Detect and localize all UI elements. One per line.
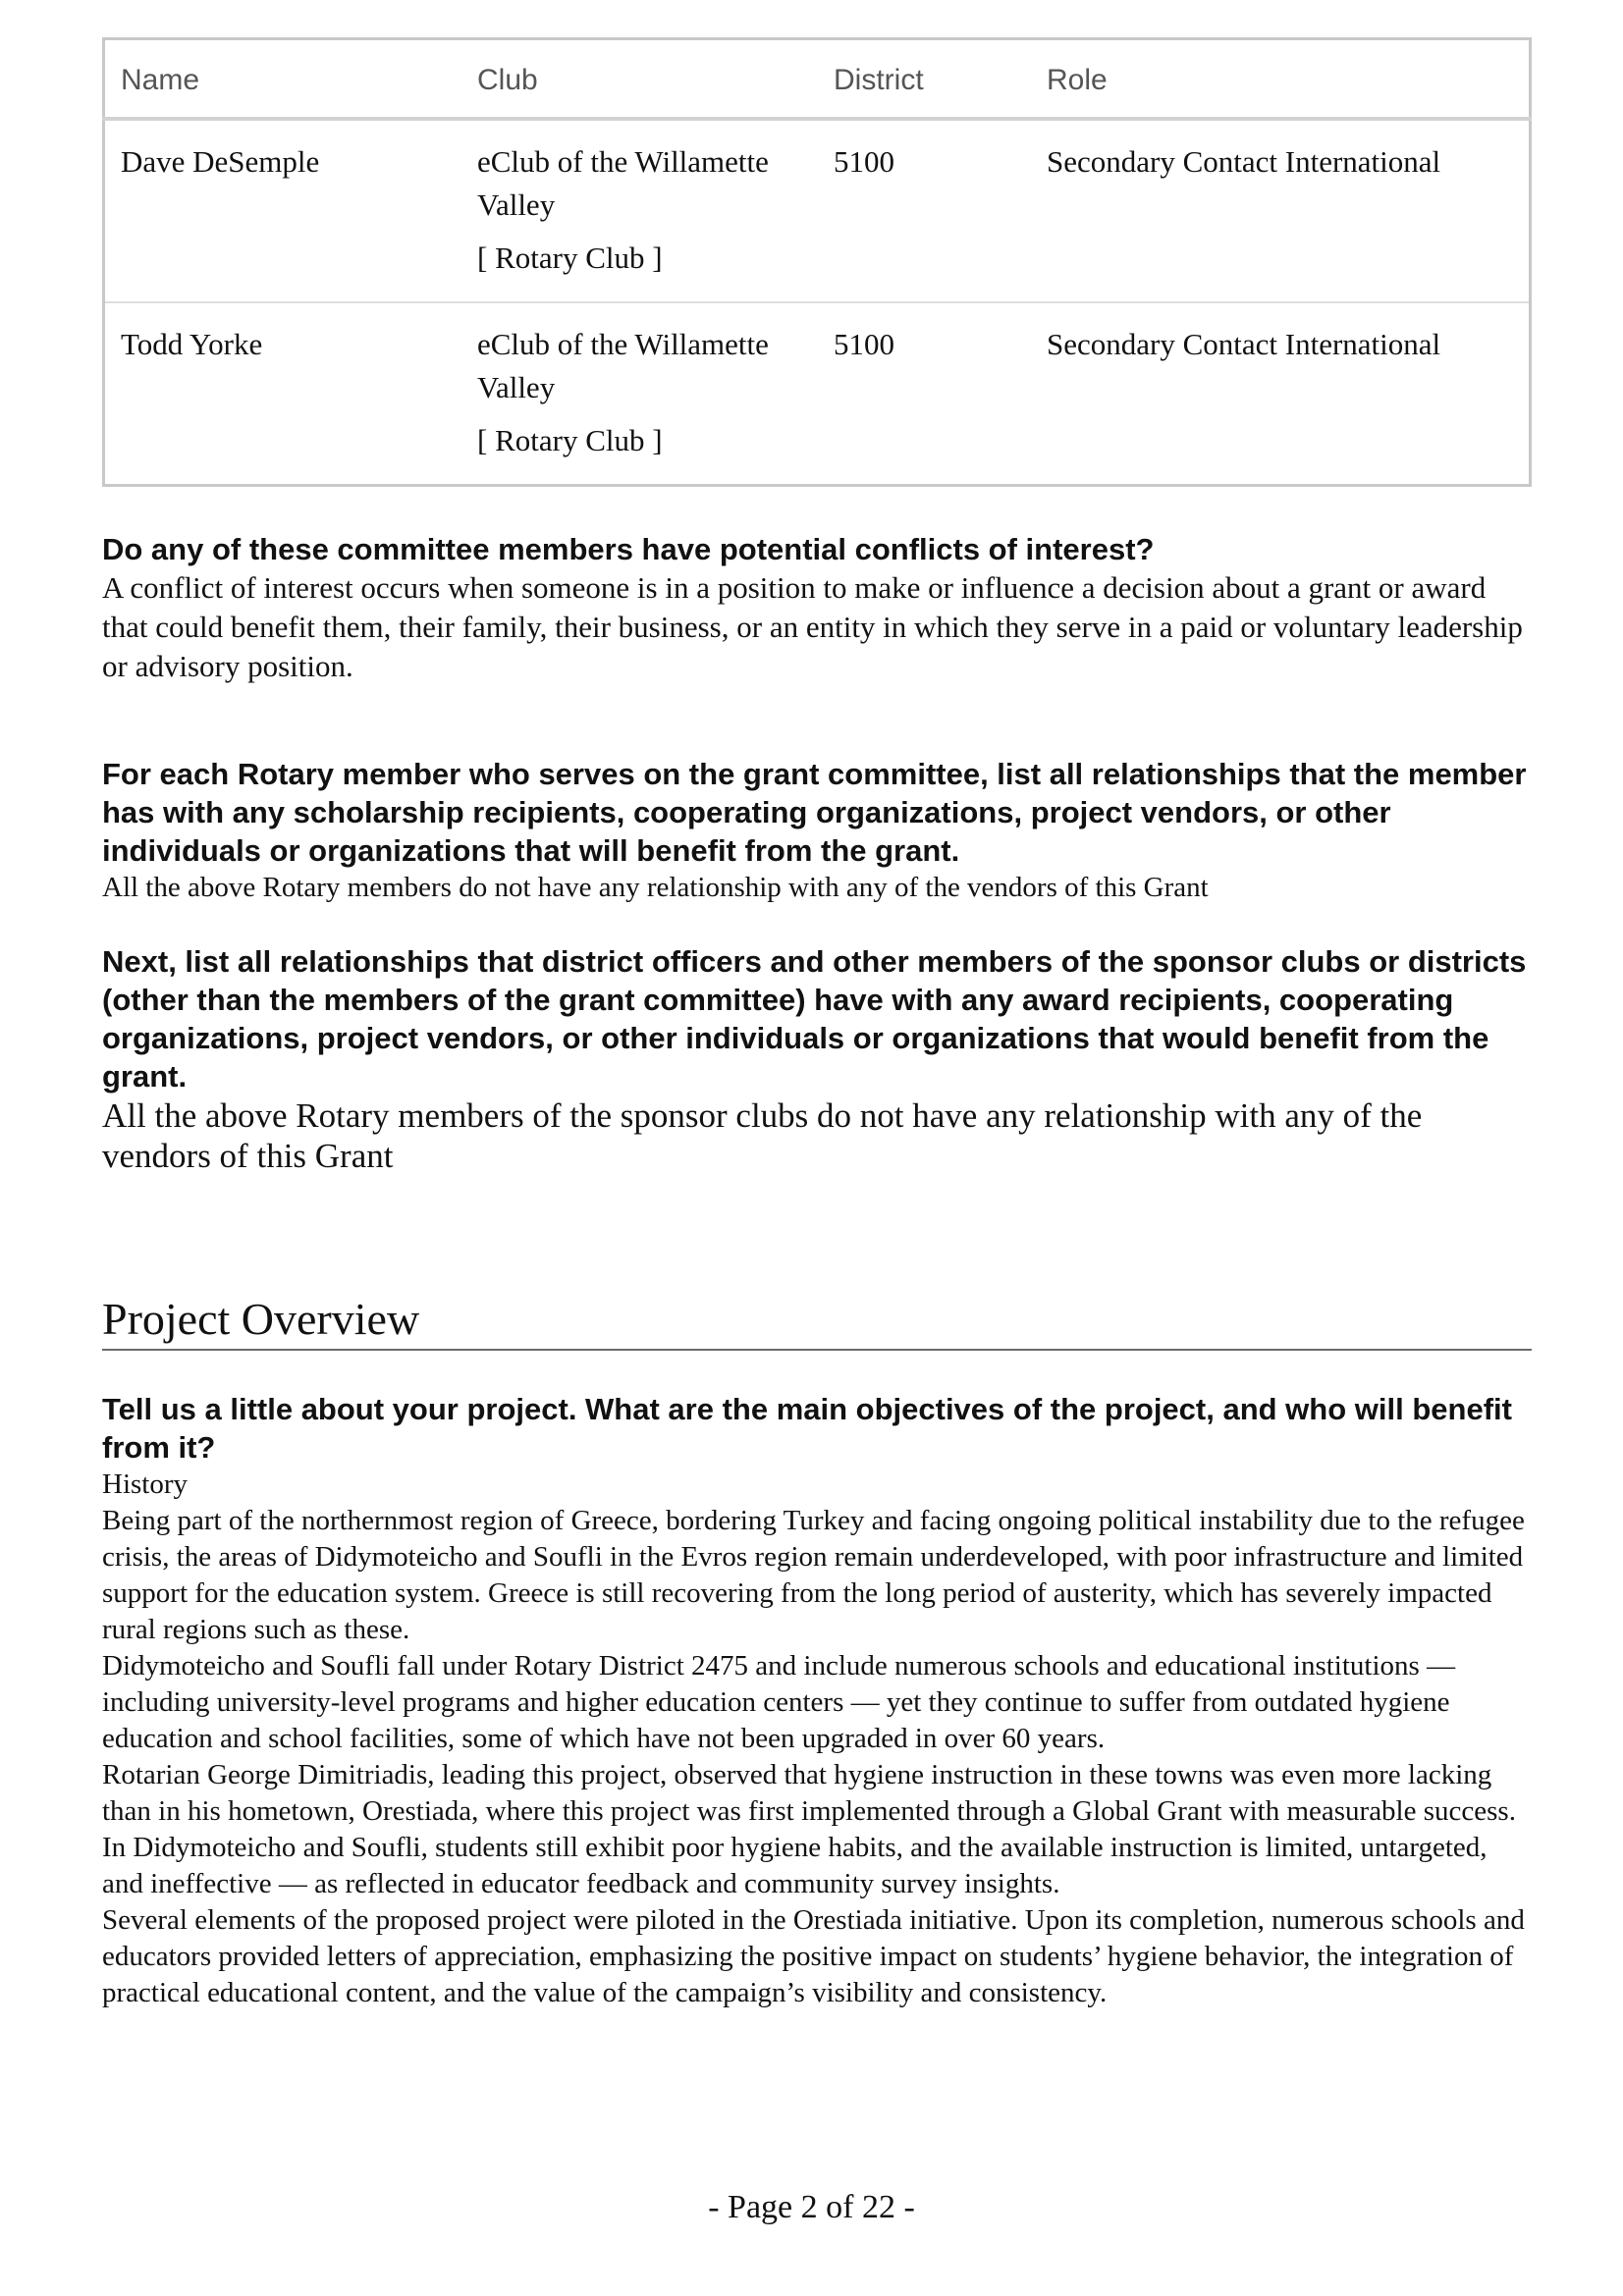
member-name: Dave DeSemple bbox=[121, 144, 320, 179]
table-header-row bbox=[104, 39, 1531, 120]
member-club-type: [ Rotary Club ] bbox=[477, 240, 663, 275]
paragraph: Didymoteicho and Soufli fall under Rotary District 2475 and include numerous schools and educational institutions — including university-level programs and higher education centers — yet they continue to suffer from outdated hygiene education and school facilities, some of which have not been upgraded in over 60 years. bbox=[102, 1650, 1456, 1754]
conflict-definition: A conflict of interest occurs when someone is in a position to make or influence a decision about a grant or award that could benefit them, their family, their business, or an entity in which they serve in a paid or voluntary leadership or advisory position. bbox=[102, 570, 1523, 683]
header-club: Club bbox=[461, 39, 818, 120]
committee-table bbox=[102, 37, 1532, 487]
member-club-cell bbox=[461, 302, 818, 486]
paragraph: History bbox=[102, 1468, 188, 1500]
district-relationships-answer: All the above Rotary members of the sponsor clubs do not have any relationship with any of the vendors of this Grant bbox=[102, 1096, 1423, 1175]
member-name: Todd Yorke bbox=[104, 302, 462, 486]
table-row bbox=[104, 302, 1531, 486]
section-title-project-overview: Project Overview bbox=[102, 1292, 1532, 1351]
relationships-question: For each Rotary member who serves on the grant committee, list all relationships that the member has with any scholarship recipients, cooperating organizations, project vendors, or other individuals or organizations that will benefit from the grant. bbox=[102, 757, 1527, 868]
header-name: Name bbox=[104, 39, 462, 120]
district-relationships-question: Next, list all relationships that district officers and other members of the sponsor clubs or districts (other than the members of the grant committee) have with any award recipients, cooperating organizations, project vendors, or other individuals or organizations that would benefit from the grant. bbox=[102, 944, 1527, 1094]
conflict-question: Do any of these committee members have potential conflicts of interest? bbox=[102, 532, 1155, 566]
member-role: Secondary Contact International bbox=[1047, 144, 1441, 179]
table-row bbox=[104, 119, 1531, 302]
member-club-type: [ Rotary Club ] bbox=[477, 423, 663, 457]
member-club: eClub of the Willamette Valley bbox=[477, 144, 769, 222]
member-district: 5100 bbox=[834, 144, 894, 179]
member-club-cell bbox=[461, 119, 818, 302]
document-page bbox=[102, 37, 1532, 2011]
paragraph: Being part of the northernmost region of Greece, bordering Turkey and facing ongoing political instability due to the refugee crisis, the areas of Didymoteicho and Soufli in the Evros region remain underdeveloped, with poor infrastructure and limited support for the education system. Greece is still recovering from the long period of austerity, which has severely impacted rural regions such as these. bbox=[102, 1505, 1525, 1645]
member-role: Secondary Contact International bbox=[1031, 302, 1531, 486]
page-number: - Page 2 of 22 - bbox=[708, 2189, 915, 2225]
member-club: eClub of the Willamette Valley bbox=[477, 327, 769, 404]
paragraph: Several elements of the proposed project were piloted in the Orestiada initiative. Upon its completion, numerous schools and educators provided letters of appreciation, emphasizing the positive impact on students’ hygiene behavior, the integration of practical educational content, and the value of the campaign’s visibility and consistency. bbox=[102, 1904, 1525, 2008]
project-question: Tell us a little about your project. What are the main objectives of the project, and who will benefit from it? bbox=[102, 1392, 1512, 1465]
relationships-answer: All the above Rotary members do not have any relationship with any of the vendors of this Grant bbox=[102, 872, 1209, 903]
project-answer bbox=[102, 1467, 1532, 2011]
paragraph: Rotarian George Dimitriadis, leading this project, observed that hygiene instruction in these towns was even more lacking than in his hometown, Orestiada, where this project was first implemented through a Global Grant with measurable success. In Didymoteicho and Soufli, students still exhibit poor hygiene habits, and the available instruction is limited, untargeted, and ineffective — as reflected in educator feedback and community survey insights. bbox=[102, 1759, 1516, 1899]
member-district: 5100 bbox=[818, 302, 1031, 486]
header-district: District bbox=[818, 39, 1031, 120]
header-role: Role bbox=[1031, 39, 1531, 120]
